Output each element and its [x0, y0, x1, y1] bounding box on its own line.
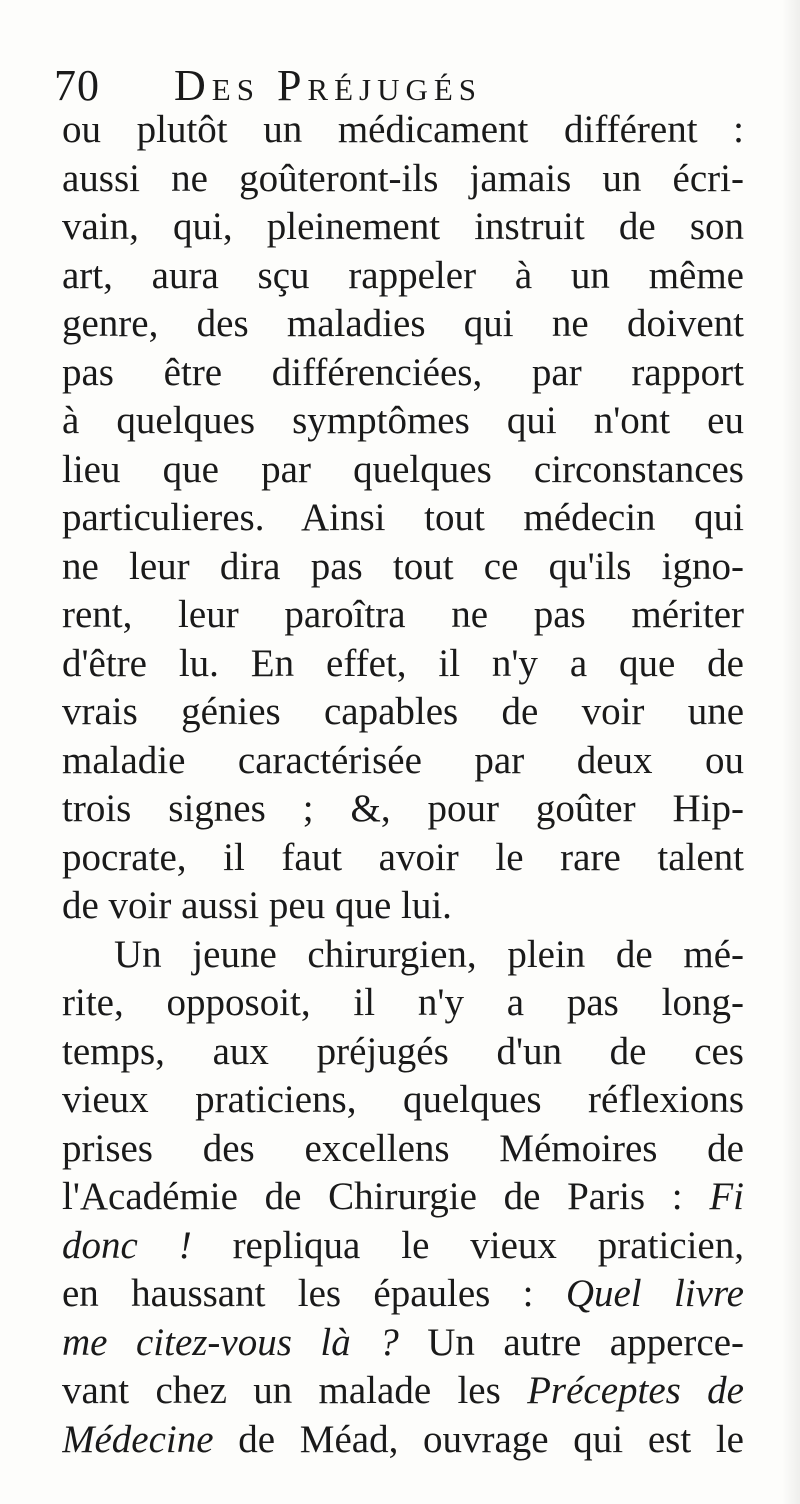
text-line: maladie caractérisée par deux ou	[62, 738, 744, 782]
italic-run: Quel livre	[565, 1272, 744, 1315]
text-line	[62, 1416, 744, 1465]
roman-run: l'Académie de Chirurgie de Paris :	[62, 1175, 710, 1218]
text-line	[62, 1319, 744, 1368]
text-line: genre, des maladies qui ne doivent	[62, 302, 744, 345]
text-line: vrais génies capables de voir une	[62, 690, 744, 733]
page-edge-shadow	[782, 0, 800, 1504]
paragraph-end-line: de voir aussi peu que lui.	[62, 884, 452, 927]
text-line: rite, opposoit, il n'y a pas long-	[62, 981, 744, 1024]
text-line: vain, qui, pleinement instruit de son	[62, 205, 744, 248]
text-line: aussi ne goûteront-ils jamais un écri-	[62, 156, 744, 200]
text-line: pas être différenciées, par rapport	[62, 350, 744, 394]
italic-run: Médecine	[62, 1417, 214, 1461]
text-line: lieu que par quelques circonstances	[62, 447, 744, 491]
text-line: particulieres. Ainsi tout médecin qui	[62, 496, 744, 539]
text-line: ne leur dira pas tout ce qu'ils igno-	[62, 544, 744, 588]
text-line: art, aura sçu rappeler à un même	[62, 253, 744, 297]
italic-run: Fi	[709, 1175, 744, 1218]
text-line: temps, aux préjugés d'un de ces	[62, 1029, 744, 1073]
text-line: vieux praticiens, quelques réflexions	[62, 1078, 744, 1121]
text-line	[62, 1270, 744, 1319]
roman-run: en haussant les épaules :	[62, 1272, 566, 1315]
text-line: pocrate, il faut avoir le rare talent	[62, 835, 744, 879]
italic-run: donc !	[62, 1223, 192, 1267]
italic-run: me citez-vous là ?	[62, 1320, 399, 1364]
text-line	[62, 1222, 744, 1271]
text-line: d'être lu. En effet, il n'y a que de	[62, 641, 744, 685]
roman-run: Un autre apperce-	[398, 1320, 744, 1364]
text-line	[62, 1173, 744, 1222]
page-number: 70	[54, 61, 100, 110]
roman-run: vant chez un malade les	[62, 1369, 528, 1412]
italic-run: Préceptes de	[527, 1369, 744, 1412]
text-line: rent, leur paroîtra ne pas mériter	[62, 593, 744, 636]
text-line: prises des excellens Mémoires de	[62, 1126, 744, 1170]
roman-run: de Méad, ouvrage qui est le	[213, 1417, 744, 1461]
roman-run: repliqua le vieux praticien,	[191, 1223, 744, 1267]
text-line: trois signes ; &, pour goûter Hip-	[62, 787, 744, 830]
text-line	[62, 1367, 744, 1416]
text-line: à quelques symptômes qui n'ont eu	[62, 399, 744, 442]
body-text	[62, 106, 744, 1464]
text-line: ou plutôt un médicament différent :	[62, 108, 744, 151]
running-title: Des Préjugés	[174, 61, 483, 110]
paragraph-start-line: Un jeune chirurgien, plein de mé-	[114, 932, 744, 976]
